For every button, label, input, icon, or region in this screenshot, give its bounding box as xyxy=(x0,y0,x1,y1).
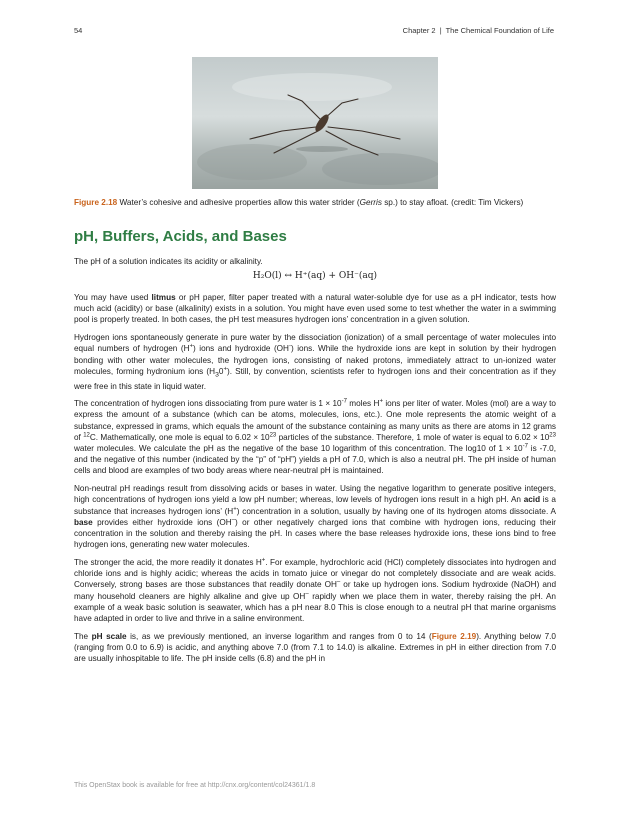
text: You may have used xyxy=(74,293,152,302)
text: ) ions. While the hydroxide ions are kept in solution by their hydrogen bonding with other water molecules, the hydrogen ions, consisting of naked protons, immediately attract to un-ionized water molecules, forming hydronium ions (H xyxy=(74,344,557,376)
text: ) ions and hydroxide (OH xyxy=(193,344,289,354)
superscript: -7 xyxy=(341,398,347,405)
equation: H₂O(l) ↔ H⁺(aq) + OH⁻(aq) xyxy=(252,271,378,281)
superscript: 23 xyxy=(549,432,556,439)
page-number: 54 xyxy=(74,26,83,35)
text: C. Mathematically, one mole is equal to 6.02 × 10 xyxy=(89,432,270,442)
text: or pH paper, filter paper treated with a natural water-soluble dye for use as a pH indicator, tests how much acid (acidity) or base (alkalinity) exists in a solution. You might have even used some to test whether the water in a swimming pool is properly treated. In both cases, the pH test measures hydrogen ions’ concentration in a given solution. xyxy=(74,293,557,325)
text: The concentration of hydrogen ions dissociating from pure water is 1 × 10 xyxy=(74,399,342,409)
text: moles H xyxy=(346,399,380,409)
caption-text-end: sp.) to stay afloat. (credit: Tim Vickers) xyxy=(381,198,524,207)
superscript: + xyxy=(261,557,266,564)
text: or take up hydrogen ions. Sodium hydroxide (NaOH) and many household cleaners are highly alkaline and give up OH xyxy=(74,580,556,601)
superscript: + xyxy=(233,505,237,512)
figure-label: Figure 2.18 xyxy=(74,198,118,207)
superscript: + xyxy=(189,343,194,350)
text: Non-neutral pH readings result from dissolving acids or bases in water. Using the negative logarithm to generate positive integers, high concentrations of hydrogen ions yield a low pH number; whereas, low levels of hydrogen ions result in a high pH. An xyxy=(74,484,556,505)
section-title: pH, Buffers, Acids, and Bases xyxy=(74,228,287,245)
term-ph-scale: pH scale xyxy=(91,631,127,641)
superscript: 23 xyxy=(269,432,277,439)
superscript: – xyxy=(231,517,236,524)
header-separator: | xyxy=(439,26,442,35)
body-text xyxy=(74,292,556,671)
text: provides either hydroxide ions (OH xyxy=(92,517,232,527)
figure-2-19-link[interactable]: Figure 2.19 xyxy=(431,631,477,641)
intro-sentence: The pH of a solution indicates its acidity or alkalinity. xyxy=(74,257,263,266)
subscript: 3 xyxy=(215,371,219,379)
text: rapidly when we place them in water, thereby raising the pH. An example of a weak basic solution is seawater, which has a pH near 8.0 This is close enough to a neutral pH that marine organisms have adapted in order to live and thrive in a saline environment. xyxy=(74,591,556,623)
term-litmus: litmus xyxy=(151,293,176,302)
paragraph-acids-bases xyxy=(74,483,556,550)
superscript: - xyxy=(288,343,291,350)
superscript: -7 xyxy=(522,443,528,450)
text: is -7.0, and the negative of this number (indicated by the “p” of “pH”) yields a pH of 7.0, which is also a neutral pH. The pH inside of human cells and blood are examples of two body areas where near-neutral pH is maintained. xyxy=(74,444,556,476)
footer: This OpenStax book is available for free at http://cnx.org/content/col24361/1.8 xyxy=(74,782,316,789)
paragraph-ph-scale xyxy=(74,631,556,665)
superscript: – xyxy=(336,579,341,586)
paragraph-concentration xyxy=(74,398,556,476)
superscript: + xyxy=(223,365,227,372)
chapter-label: Chapter 2 xyxy=(402,26,436,35)
paragraph-hydrogen-ions xyxy=(74,332,556,392)
term-base: base xyxy=(74,517,93,527)
water-strider-photo xyxy=(192,57,438,189)
text: . For example, hydrochloric acid (HCl) completely dissociates into hydrogen and chloride ions and is highly acidic; whereas the acids in tomato juice or vinegar do not completely dissociate and are weak acids. Conversely, strong bases are those substances that readily donate OH xyxy=(74,557,557,590)
paragraph-strong-acids xyxy=(74,557,556,624)
text: is a substance that increases hydrogen ions’ (H xyxy=(74,495,556,516)
caption-text: Water’s cohesive and adhesive properties allow this water strider ( xyxy=(117,198,360,207)
text: ions per liter of water. Moles (mol) are a way to express the amount of a substance (which can be atoms, molecules, ions, etc.). One mole represents the atomic weight of a substance, expressed in grams, which equals the amount of the substance containing as many units as there are atoms in 12 grams of xyxy=(74,399,556,442)
running-head xyxy=(403,26,554,35)
text: Hydrogen ions spontaneously generate in pure water by the dissociation (ionization) of a small percentage of water molecules into equal numbers of hydrogen (H xyxy=(74,333,556,354)
term-acid: acid xyxy=(523,495,541,505)
figure-caption xyxy=(74,197,556,209)
text: particles of the substance. Therefore, 1 mole of water is equal to 6.02 × 10 xyxy=(276,432,550,442)
text: water molecules. We calculate the pH as the negative of the base 10 logarithm of this concentration. The log10 of 1 × 10 xyxy=(74,444,523,454)
paragraph-litmus xyxy=(74,292,556,326)
superscript: 12 xyxy=(83,432,90,439)
text: ). Still, by convention, scientists refer to hydrogen ions and their concentration as if they were free in this state in liquid water. xyxy=(74,366,557,391)
text: is, as we previously mentioned, an inverse logarithm and ranges from 0 to 14 ( xyxy=(126,631,432,641)
superscript: – xyxy=(305,590,309,597)
text: ) concentration in a solution, usually by having one of its hydrogen atoms dissociate. A xyxy=(236,506,557,516)
figure-image xyxy=(192,57,438,189)
chapter-title: The Chemical Foundation of Life xyxy=(445,26,554,35)
text: ) or other negatively charged ions that combine with hydrogen ions, reducing their concentration in the solution and thereby raising the pH. In cases where the base releases hydroxide ions, these ions bind to free hydrogen ions, generating new water molecules. xyxy=(74,517,556,550)
text: The xyxy=(74,631,92,641)
text: The stronger the acid, the more readily it donates H xyxy=(74,557,262,567)
superscript: + xyxy=(379,398,383,405)
text: 0 xyxy=(218,366,224,376)
caption-genus: Gerris xyxy=(359,198,382,207)
text: ). Anything below 7.0 (ranging from 0.0 to 6.9) is acidic, and anything above 7.0 (from 7.1 to 14.0) is alkaline. Extremes in pH in either direction from 7.0 are usually inhospitable to life. The pH inside cells (6.8) and the pH in xyxy=(74,631,556,664)
